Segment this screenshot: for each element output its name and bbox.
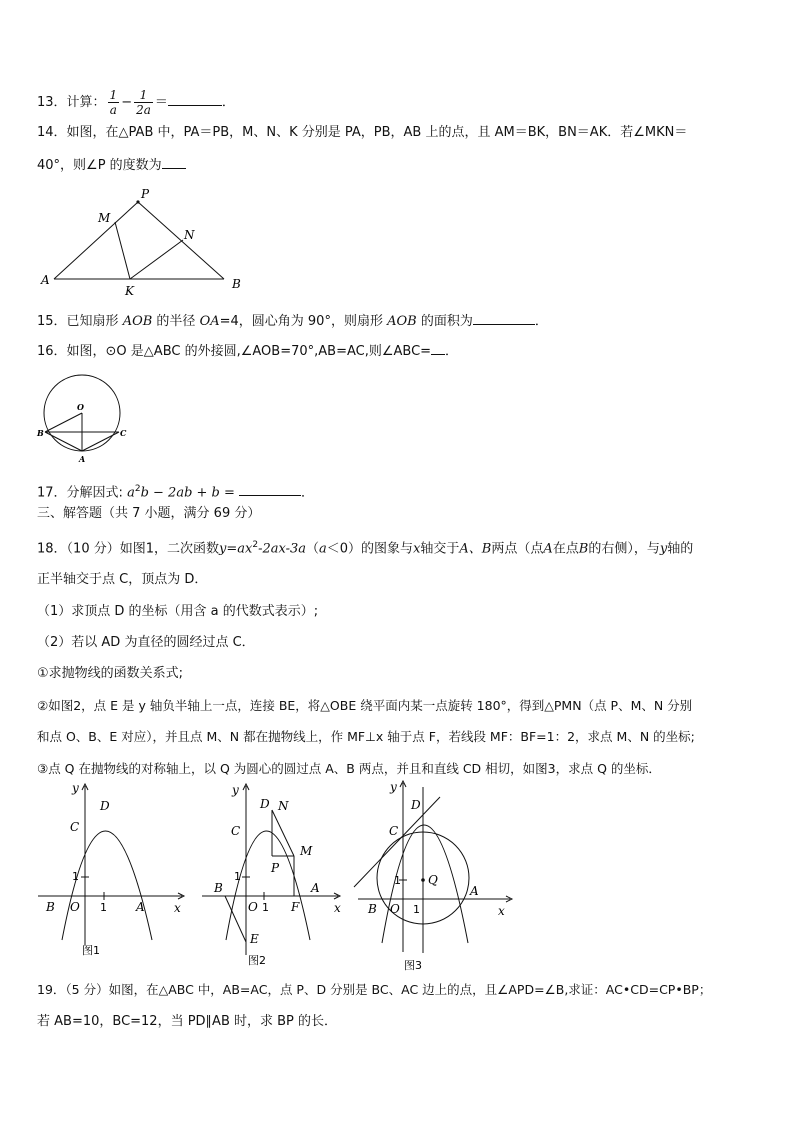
label-one-y: 1	[234, 870, 241, 883]
question-19-line-2: 若 AB=10，BC=12，当 PD∥AB 时，求 BP 的长．	[37, 1014, 338, 1029]
figure-2-caption: 图2	[248, 954, 266, 967]
q13-prefix: 13．计算：	[37, 95, 106, 110]
figure-3-caption: 图3	[404, 959, 422, 972]
label-m: M	[98, 211, 111, 225]
question-15: 15．已知扇形 AOB 的半径 OA=4，圆心角为 90°，则扇形 AOB 的面积为 ．	[37, 314, 548, 329]
fraction-1-over-a: $\frac{1}{a}$	[109, 88, 118, 117]
label-one-x: 1	[262, 901, 269, 914]
label-d: D	[411, 798, 421, 812]
parabola	[62, 831, 152, 940]
segment-be	[225, 896, 246, 942]
question-18-part-1: （1）求顶点 D 的坐标（用含 a 的代数式表示）;	[37, 604, 319, 619]
question-18-subpart-1: ①求抛物线的函数关系式;	[37, 666, 184, 681]
circumcircle-figure	[34, 370, 134, 465]
label-one-y: 1	[394, 874, 401, 887]
segment-nm	[272, 810, 294, 856]
segment-ap	[54, 202, 138, 279]
fraction-1-over-2a: $\frac{1}{2a}$	[136, 88, 151, 117]
label-one-x: 1	[413, 903, 420, 916]
label-e: E	[250, 932, 259, 946]
label-y: y	[390, 780, 397, 794]
label-a: A	[136, 900, 145, 914]
label-m: M	[300, 844, 313, 858]
figure-2-parabola	[198, 780, 356, 970]
segment-kn	[130, 240, 183, 279]
answer-blank[interactable]	[168, 93, 222, 106]
point-q	[421, 878, 425, 882]
label-one-x: 1	[100, 901, 107, 914]
section-3-heading: 三、解答题（共 7 小题，满分 69 分）	[37, 506, 261, 521]
label-b: B	[214, 881, 223, 895]
answer-blank[interactable]	[431, 342, 445, 355]
question-18-line-1: 18．（10 分）如图1，二次函数$y=ax^2-2ax-3a(a<0)$的图象与x轴交于A、B两点（点A在点B的右侧），与y轴的	[37, 540, 694, 557]
label-o: O	[390, 902, 400, 916]
equals-sign: ＝	[154, 95, 168, 110]
label-a: A	[79, 454, 86, 464]
question-16: 16．如图，⊙O 是△ABC 的外接圆,∠AOB=70°,AB=AC,则∠ABC= ．	[37, 344, 459, 359]
label-n: N	[184, 228, 195, 242]
label-k: K	[125, 284, 134, 297]
parabola	[226, 831, 310, 940]
label-o: O	[248, 900, 258, 914]
answer-blank[interactable]	[239, 483, 301, 496]
label-o: O	[70, 900, 80, 914]
label-d: D	[100, 799, 110, 813]
minus-sign: −	[121, 95, 133, 110]
question-18-part-2: （2）若以 AD 为直径的圆经过点 C．	[37, 635, 255, 650]
label-x: x	[174, 901, 181, 915]
label-c: C	[70, 820, 80, 834]
label-a: A	[311, 881, 320, 895]
label-b: B	[37, 428, 44, 438]
label-d: D	[260, 797, 270, 811]
label-a: A	[41, 273, 50, 287]
figure-3-parabola-circle	[350, 777, 520, 973]
segment-ba	[45, 432, 82, 451]
label-f: F	[291, 900, 300, 914]
label-c: C	[389, 824, 399, 838]
segment-ca	[82, 432, 119, 451]
question-13: 13．计算： $\frac{1}{a}$ − $\frac{1}{2a}$ ＝ ．	[37, 88, 235, 117]
label-y: y	[72, 781, 79, 795]
label-a: A	[470, 884, 479, 898]
segment-mk	[115, 222, 130, 279]
label-b: B	[368, 902, 377, 916]
label-o: O	[77, 402, 84, 412]
label-q: Q	[428, 873, 438, 887]
question-14-line-1: 14．如图，在△PAB 中，PA＝PB，M、N、K 分别是 PA，PB，AB 上的点，且 AM＝BK，BN＝AK．若∠MKN＝	[37, 125, 688, 140]
question-19-line-1: 19．（5 分）如图，在△ABC 中，AB=AC，点 P、D 分别是 BC、AC 边上的点，且∠APD=∠B,求证：AC•CD=CP•BP；	[37, 982, 712, 997]
question-17: 17．分解因式: $a^2b - 2ab + b$ = ．	[37, 484, 315, 501]
triangle-pab-figure	[36, 182, 256, 297]
segment-ob	[45, 413, 82, 432]
question-18-line-2: 正半轴交于点 C，顶点为 D．	[37, 572, 208, 587]
label-p: P	[271, 861, 280, 875]
answer-blank[interactable]	[473, 312, 535, 325]
label-y: y	[232, 783, 239, 797]
question-14-line-2: 40°，则∠P 的度数为	[37, 156, 186, 175]
point-p	[136, 200, 139, 203]
label-b: B	[46, 900, 55, 914]
question-18-subpart-2-line-1: ②如图2，点 E 是 y 轴负半轴上一点，连接 BE，将△OBE 绕平面内某一点旋转 180°，得到△PMN（点 P、M、N 分别	[37, 698, 693, 713]
figure-1-caption: 图1	[82, 944, 100, 957]
label-b: B	[232, 277, 241, 291]
answer-blank[interactable]	[162, 156, 186, 169]
label-x: x	[498, 904, 505, 918]
figure-1-parabola	[34, 780, 194, 960]
label-p: P	[141, 187, 150, 201]
question-18-subpart-3: ③点 Q 在抛物线的对称轴上，以 Q 为圆心的圆过点 A、B 两点，并且和直线 CD 相切，如图3，求点 Q 的坐标．	[37, 761, 661, 776]
segment-pb	[138, 202, 224, 279]
label-n: N	[278, 799, 289, 813]
label-one-y: 1	[72, 870, 79, 883]
label-x: x	[334, 901, 341, 915]
question-18-subpart-2-line-2: 和点 O、B、E 对应），并且点 M、N 都在抛物线上，作 MF⊥x 轴于点 F，若线段 MF：BF=1：2，求点 M、N 的坐标;	[37, 729, 695, 744]
label-c: C	[120, 428, 127, 438]
label-c: C	[231, 824, 241, 838]
